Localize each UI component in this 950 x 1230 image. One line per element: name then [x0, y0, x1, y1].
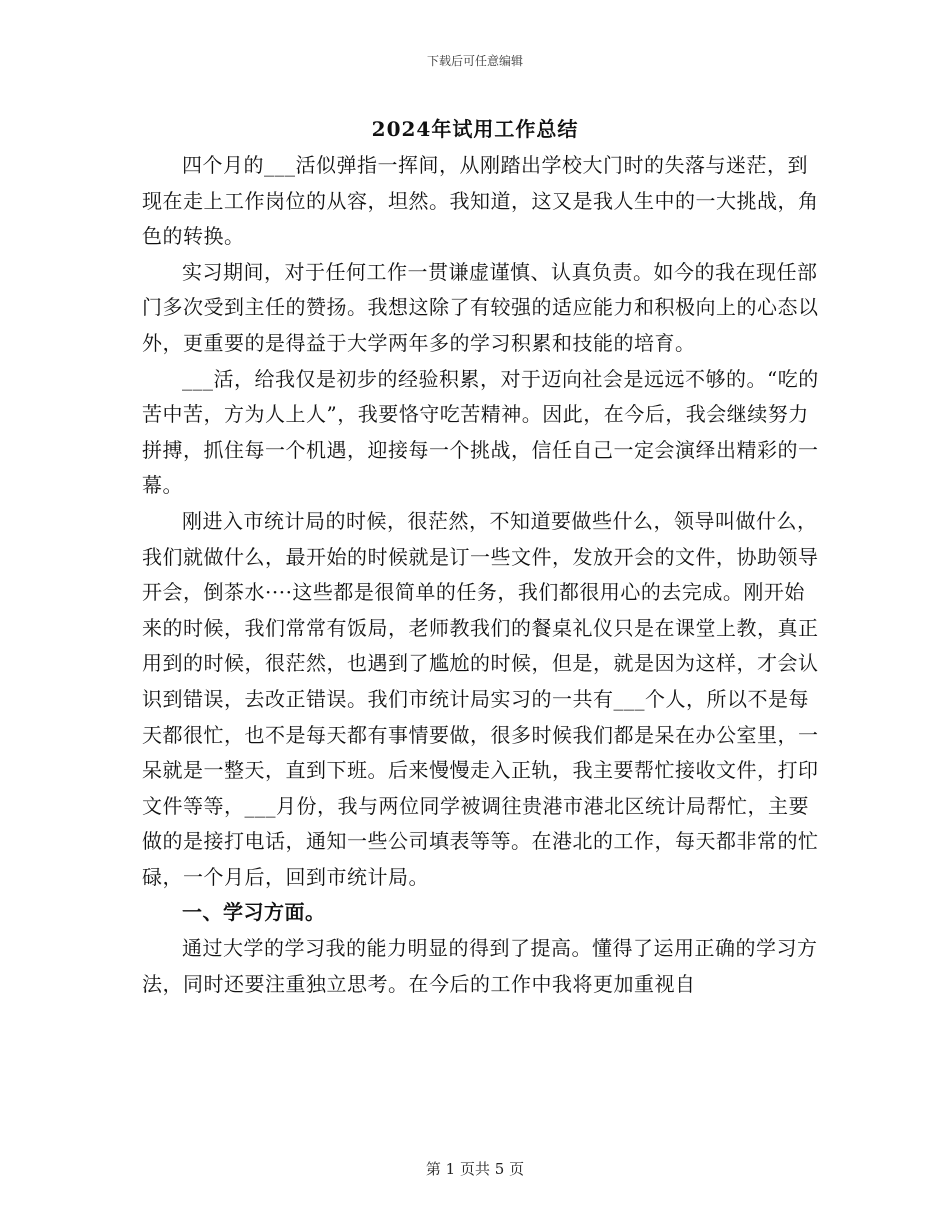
- paragraph-internship-attitude: 实习期间，对于任何工作一贯谦虚谨慎、认真负责。如今的我在现任部门多次受到主任的赞扬。我想这除了有较强的适应能力和积极向上的心态以外，更重要的是得益于大学两年多的学习积累和技能的培育。: [142, 259, 819, 355]
- paragraph-experience: ___活，给我仅是初步的经验积累，对于迈向社会是远远不够的。“吃的苦中苦，方为人上人”，我要恪守吃苦精神。因此，在今后，我会继续努力拼搏，抓住每一个机遇，迎接每一个挑战，信任自己一定会演绎出精彩的一幕。: [142, 366, 819, 498]
- document-body: [142, 148, 822, 1002]
- document-title: 2024年试用工作总结: [371, 117, 579, 141]
- paragraph-intro: 四个月的___活似弹指一挥间，从刚踏出学校大门时的失落与迷茫，到现在走上工作岗位的从容，坦然。我知道，这又是我人生中的一大挑战，角色的转换。: [142, 153, 819, 249]
- paragraph-statistics-bureau: 刚进入市统计局的时候，很茫然，不知道要做些什么，领导叫做什么，我们就做什么，最开始的时候就是订一些文件，发放开会的文件，协助领导开会，倒茶水····这些都是很简单的任务，我们都很用心的去完成。刚开始来的时候，我们常常有饭局，老师教我们的餐桌礼仪只是在课堂上教，真正用到的时候，很茫然，也遇到了尴尬的时候，但是，就是因为这样，才会认识到错误，去改正错误。我们市统计局实习的一共有___个人，所以不是每天都很忙，也不是每天都有事情要做，很多时候我们都是呆在办公室里，一呆就是一整天，直到下班。后来慢慢走入正轨，我主要帮忙接收文件，打印文件等等，___月份，我与两位同学被调往贵港市港北区统计局帮忙，主要做的是接打电话，通知一些公司填表等等。在港北的工作，每天都非常的忙碌，一个月后，回到市统计局。: [142, 508, 819, 889]
- paragraph-study: 通过大学的学习我的能力明显的得到了提高。懂得了运用正确的学习方法，同时还要注重独立思考。在今后的工作中我将更加重视自: [142, 936, 818, 996]
- page-number: 第 1 页共 5 页: [425, 1160, 525, 1178]
- header-note: 下载后可任意编辑: [426, 54, 523, 68]
- section-heading-study: 一、学习方面。: [182, 900, 326, 925]
